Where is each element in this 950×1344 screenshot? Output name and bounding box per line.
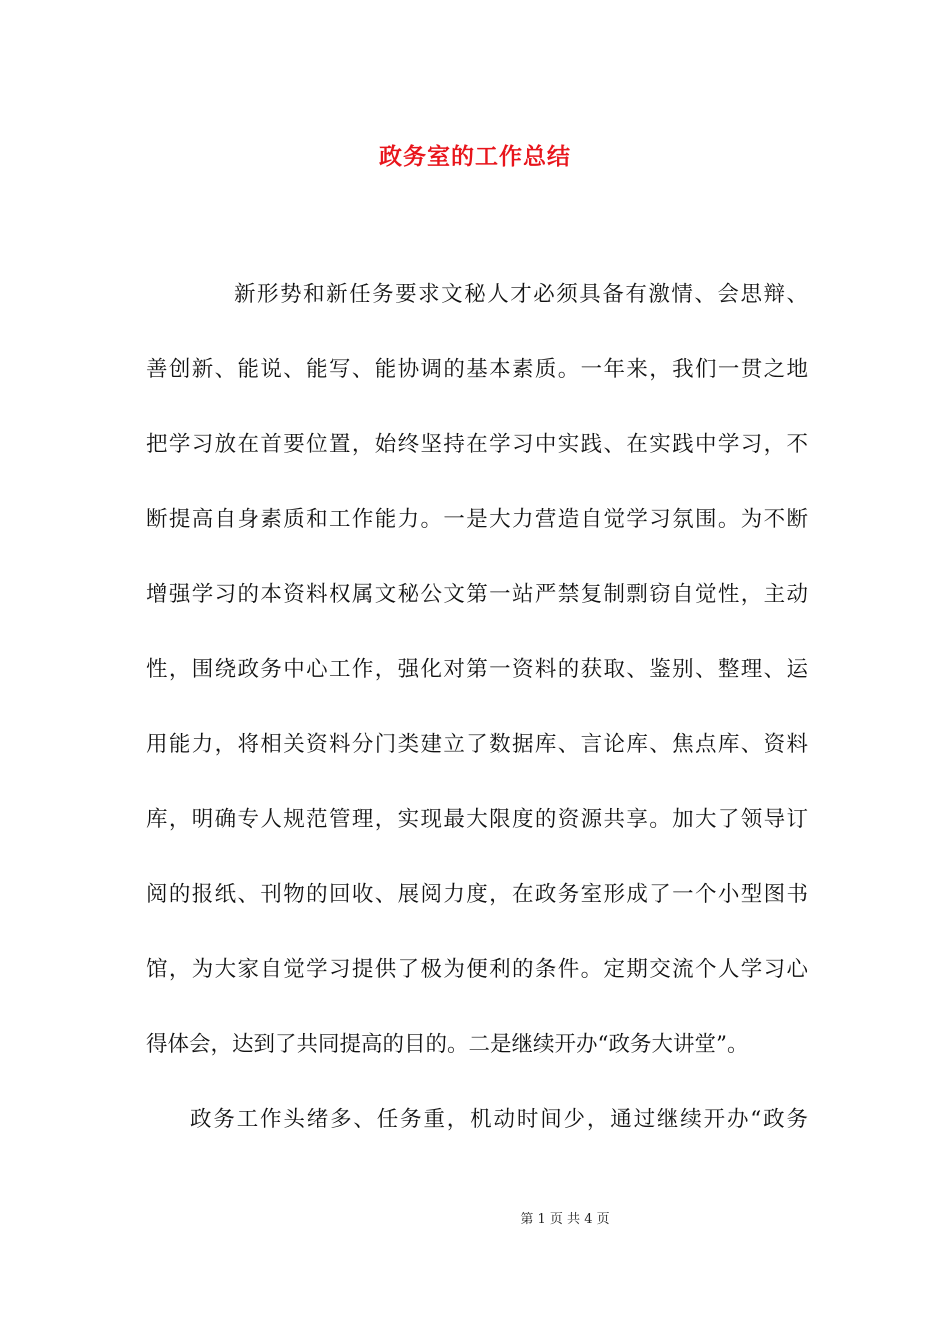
body-line: 馆，为大家自觉学习提供了极为便利的条件。定期交流个人学习心 <box>146 957 808 982</box>
body-line: 库，明确专人规范管理，实现最大限度的资源共享。加大了领导订 <box>146 807 808 832</box>
document-body <box>146 272 808 1172</box>
body-line: 新形势和新任务要求文秘人才必须具备有激情、会思辩、 <box>234 282 808 307</box>
document-title: 政务室的工作总结 <box>379 144 571 170</box>
body-line: 用能力，将相关资料分门类建立了数据库、言论库、焦点库、资料 <box>146 732 808 757</box>
body-line: 把学习放在首要位置，始终坚持在学习中实践、在实践中学习，不 <box>146 432 808 457</box>
body-line: 政务工作头绪多、任务重，机动时间少，通过继续开办“政务 <box>190 1107 808 1132</box>
page-number-footer: 第 1 页 共 4 页 <box>520 1212 610 1227</box>
body-line: 增强学习的本资料权属文秘公文第一站严禁复制剽窃自觉性，主动 <box>146 582 808 607</box>
body-line: 得体会，达到了共同提高的目的。二是继续开办“政务大讲堂”。 <box>146 1032 749 1057</box>
body-line: 断提高自身素质和工作能力。一是大力营造自觉学习氛围。为不断 <box>146 507 808 532</box>
body-line: 善创新、能说、能写、能协调的基本素质。一年来，我们一贯之地 <box>146 357 808 382</box>
body-line: 性，围绕政务中心工作，强化对第一资料的获取、鉴别、整理、运 <box>146 657 808 682</box>
body-line: 阅的报纸、刊物的回收、展阅力度，在政务室形成了一个小型图书 <box>146 882 808 907</box>
